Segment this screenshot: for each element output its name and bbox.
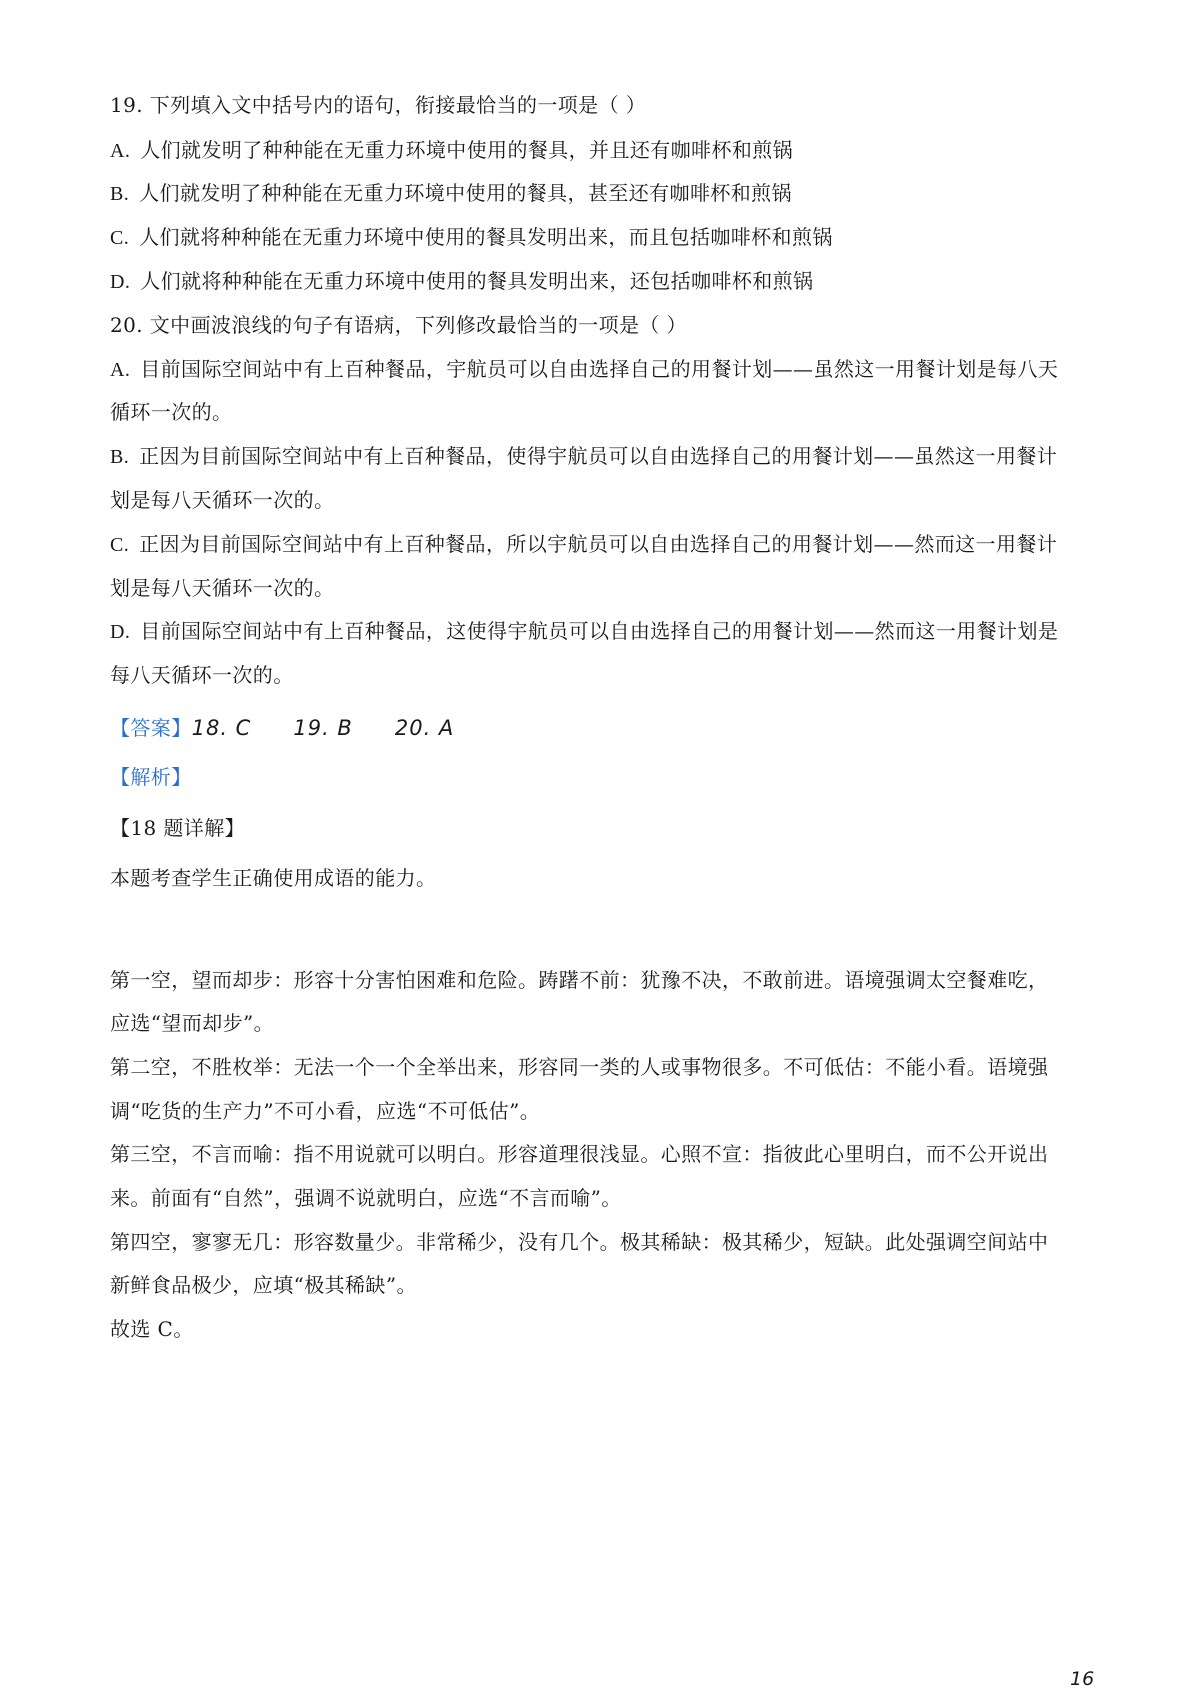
option-text: 正因为目前国际空间站中有上百种餐品，所以宇航员可以自由选择自己的用餐计划——然而这一用餐计 <box>139 532 1058 556</box>
blank-1-explanation: 第一空，望而却步：形容十分害怕困难和危险。踌躇不前：犹豫不决，不敢前进。语境强调太空餐难吃， <box>110 968 1049 992</box>
answer-20: 20. A <box>394 716 455 740</box>
answer-18: 18. C <box>191 716 252 740</box>
option-letter: A. <box>110 140 131 162</box>
question-20-option-d-continued: 每八天循环一次的。 <box>110 663 294 687</box>
answer-19: 19. B <box>293 716 353 740</box>
blank-2-explanation: 第二空，不胜枚举：无法一个一个全举出来，形容同一类的人或事物很多。不可低估：不能小看。语境强 <box>110 1055 1049 1079</box>
question-20-stem: 20. 文中画波浪线的句子有语病，下列修改最恰当的一项是（ ） <box>110 313 687 337</box>
option-letter: C. <box>110 227 130 249</box>
blank-3-explanation: 第三空，不言而喻：指不用说就可以明白。形容道理很浅显。心照不宣：指彼此心里明白，而不公开说出 <box>110 1142 1049 1166</box>
analysis-intro: 本题考查学生正确使用成语的能力。 <box>110 866 437 890</box>
option-letter: C. <box>110 534 130 556</box>
analysis-label: 【解析】 <box>110 765 192 789</box>
question-20-option-b <box>110 442 1095 471</box>
option-text: 目前国际空间站中有上百种餐品，宇航员可以自由选择自己的用餐计划——虽然这一用餐计划是每八天 <box>140 357 1059 381</box>
detail-heading: 【18 题详解】 <box>110 816 246 840</box>
option-text: 人们就将种种能在无重力环境中使用的餐具发明出来，而且包括咖啡杯和煎锅 <box>139 225 833 249</box>
question-19-option-a <box>110 136 1095 165</box>
option-text: 人们就发明了种种能在无重力环境中使用的餐具，甚至还有咖啡杯和煎锅 <box>139 181 792 205</box>
blank-1-explanation-continued: 应选“望而却步”。 <box>110 1011 275 1035</box>
option-text: 人们就发明了种种能在无重力环境中使用的餐具，并且还有咖啡杯和煎锅 <box>140 138 794 162</box>
question-19-stem: 19. 下列填入文中括号内的语句，衔接最恰当的一项是（ ） <box>110 93 647 117</box>
option-letter: A. <box>110 359 131 381</box>
question-20-option-d <box>110 617 1095 646</box>
blank-4-explanation-continued: 新鲜食品极少，应填“极其稀缺”。 <box>110 1273 417 1297</box>
answer-line <box>110 714 1095 742</box>
question-19-option-c <box>110 223 1095 252</box>
option-letter: D. <box>110 621 131 643</box>
option-letter: B. <box>110 446 130 468</box>
question-19-option-b <box>110 179 1095 208</box>
analysis-conclusion: 故选 C。 <box>110 1317 194 1341</box>
option-text: 正因为目前国际空间站中有上百种餐品，使得宇航员可以自由选择自己的用餐计划——虽然这一用餐计 <box>139 444 1058 468</box>
question-20-option-c <box>110 530 1095 559</box>
option-text: 目前国际空间站中有上百种餐品，这使得宇航员可以自由选择自己的用餐计划——然而这一用餐计划是 <box>140 619 1059 643</box>
question-20-option-a-continued: 循环一次的。 <box>110 400 233 424</box>
question-20-option-c-continued: 划是每八天循环一次的。 <box>110 576 335 600</box>
option-letter: B. <box>110 183 130 205</box>
option-letter: D. <box>110 271 131 293</box>
page-number: 16 <box>1070 1668 1095 1690</box>
blank-4-explanation: 第四空，寥寥无几：形容数量少。非常稀少，没有几个。极其稀缺：极其稀少，短缺。此处强调空间站中 <box>110 1230 1049 1254</box>
blank-3-explanation-continued: 来。前面有“自然”，强调不说就明白，应选“不言而喻”。 <box>110 1186 622 1210</box>
blank-2-explanation-continued: 调“吃货的生产力”不可小看，应选“不可低估”。 <box>110 1099 541 1123</box>
question-19-option-d <box>110 267 1095 296</box>
answer-label: 【答案】 <box>110 716 192 740</box>
question-20-option-b-continued: 划是每八天循环一次的。 <box>110 488 335 512</box>
question-20-option-a <box>110 355 1095 384</box>
option-text: 人们就将种种能在无重力环境中使用的餐具发明出来，还包括咖啡杯和煎锅 <box>140 269 814 293</box>
